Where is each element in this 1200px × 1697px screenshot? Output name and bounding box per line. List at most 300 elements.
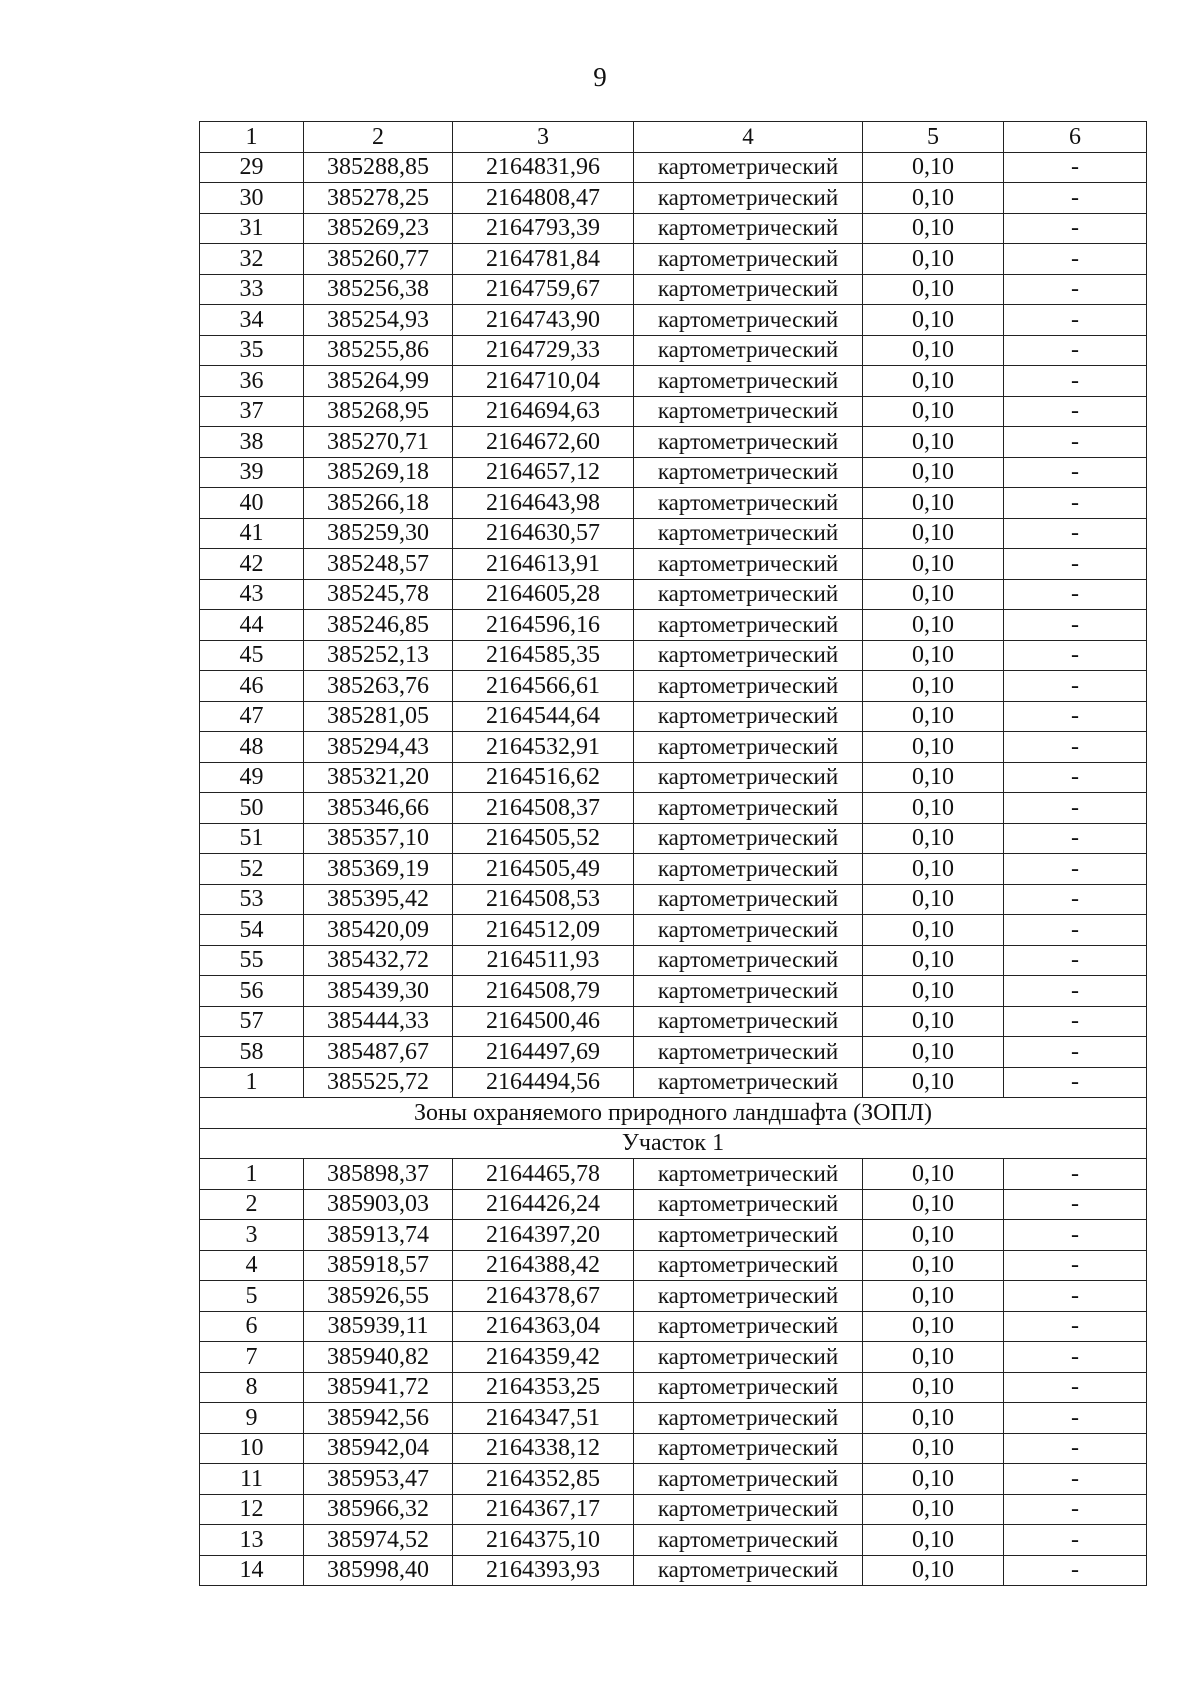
y-coordinate-cell: 2164512,09 [453, 915, 634, 946]
point-number-cell: 42 [200, 549, 304, 580]
accuracy-cell: 0,10 [863, 518, 1004, 549]
y-coordinate-cell: 2164793,39 [453, 213, 634, 244]
point-number-cell: 13 [200, 1525, 304, 1556]
point-number-cell: 44 [200, 610, 304, 641]
point-number-cell: 5 [200, 1281, 304, 1312]
y-coordinate-cell: 2164729,33 [453, 335, 634, 366]
y-coordinate-cell: 2164630,57 [453, 518, 634, 549]
note-cell: - [1004, 1311, 1147, 1342]
x-coordinate-cell: 385288,85 [304, 152, 453, 183]
y-coordinate-cell: 2164500,46 [453, 1006, 634, 1037]
point-number-cell: 12 [200, 1494, 304, 1525]
accuracy-cell: 0,10 [863, 1220, 1004, 1251]
note-cell: - [1004, 884, 1147, 915]
method-cell: картометрический [634, 1433, 863, 1464]
method-cell: картометрический [634, 518, 863, 549]
x-coordinate-cell: 385255,86 [304, 335, 453, 366]
x-coordinate-cell: 385269,18 [304, 457, 453, 488]
y-coordinate-cell: 2164494,56 [453, 1067, 634, 1098]
method-cell: картометрический [634, 427, 863, 458]
x-coordinate-cell: 385321,20 [304, 762, 453, 793]
note-cell: - [1004, 945, 1147, 976]
table-row [200, 1525, 1147, 1556]
method-cell: картометрический [634, 945, 863, 976]
y-coordinate-cell: 2164508,53 [453, 884, 634, 915]
x-coordinate-cell: 385263,76 [304, 671, 453, 702]
note-cell: - [1004, 305, 1147, 336]
column-header-1: 1 [200, 122, 304, 153]
y-coordinate-cell: 2164426,24 [453, 1189, 634, 1220]
accuracy-cell: 0,10 [863, 1494, 1004, 1525]
method-cell: картометрический [634, 610, 863, 641]
point-number-cell: 31 [200, 213, 304, 244]
table-row [200, 1494, 1147, 1525]
y-coordinate-cell: 2164347,51 [453, 1403, 634, 1434]
accuracy-cell: 0,10 [863, 945, 1004, 976]
accuracy-cell: 0,10 [863, 152, 1004, 183]
table-row [200, 183, 1147, 214]
note-cell: - [1004, 1281, 1147, 1312]
note-cell: - [1004, 1159, 1147, 1190]
table-row [200, 671, 1147, 702]
y-coordinate-cell: 2164759,67 [453, 274, 634, 305]
subsection-title-row [200, 1128, 1147, 1159]
x-coordinate-cell: 385941,72 [304, 1372, 453, 1403]
point-number-cell: 55 [200, 945, 304, 976]
accuracy-cell: 0,10 [863, 549, 1004, 580]
point-number-cell: 35 [200, 335, 304, 366]
table-row [200, 640, 1147, 671]
x-coordinate-cell: 385369,19 [304, 854, 453, 885]
note-cell: - [1004, 640, 1147, 671]
table-row [200, 1372, 1147, 1403]
x-coordinate-cell: 385266,18 [304, 488, 453, 519]
accuracy-cell: 0,10 [863, 1403, 1004, 1434]
x-coordinate-cell: 385444,33 [304, 1006, 453, 1037]
method-cell: картометрический [634, 1189, 863, 1220]
table-row [200, 1311, 1147, 1342]
y-coordinate-cell: 2164388,42 [453, 1250, 634, 1281]
table-row [200, 366, 1147, 397]
table-row [200, 1220, 1147, 1251]
section-title-row [200, 1098, 1147, 1129]
x-coordinate-cell: 385903,03 [304, 1189, 453, 1220]
x-coordinate-cell: 385281,05 [304, 701, 453, 732]
point-number-cell: 9 [200, 1403, 304, 1434]
note-cell: - [1004, 701, 1147, 732]
point-number-cell: 1 [200, 1067, 304, 1098]
accuracy-cell: 0,10 [863, 1372, 1004, 1403]
method-cell: картометрический [634, 762, 863, 793]
method-cell: картометрический [634, 1311, 863, 1342]
note-cell: - [1004, 1006, 1147, 1037]
note-cell: - [1004, 274, 1147, 305]
y-coordinate-cell: 2164516,62 [453, 762, 634, 793]
method-cell: картометрический [634, 1037, 863, 1068]
method-cell: картометрический [634, 1525, 863, 1556]
table-row [200, 152, 1147, 183]
point-number-cell: 56 [200, 976, 304, 1007]
table-row [200, 1067, 1147, 1098]
x-coordinate-cell: 385918,57 [304, 1250, 453, 1281]
x-coordinate-cell: 385974,52 [304, 1525, 453, 1556]
note-cell: - [1004, 1342, 1147, 1373]
accuracy-cell: 0,10 [863, 579, 1004, 610]
table-row [200, 823, 1147, 854]
column-header-4: 4 [634, 122, 863, 153]
table-row [200, 1403, 1147, 1434]
method-cell: картометрический [634, 396, 863, 427]
y-coordinate-cell: 2164532,91 [453, 732, 634, 763]
note-cell: - [1004, 579, 1147, 610]
accuracy-cell: 0,10 [863, 1037, 1004, 1068]
method-cell: картометрический [634, 1067, 863, 1098]
note-cell: - [1004, 488, 1147, 519]
point-number-cell: 33 [200, 274, 304, 305]
method-cell: картометрический [634, 1555, 863, 1586]
x-coordinate-cell: 385940,82 [304, 1342, 453, 1373]
note-cell: - [1004, 915, 1147, 946]
accuracy-cell: 0,10 [863, 366, 1004, 397]
method-cell: картометрический [634, 976, 863, 1007]
y-coordinate-cell: 2164672,60 [453, 427, 634, 458]
y-coordinate-cell: 2164505,49 [453, 854, 634, 885]
point-number-cell: 51 [200, 823, 304, 854]
accuracy-cell: 0,10 [863, 823, 1004, 854]
x-coordinate-cell: 385942,56 [304, 1403, 453, 1434]
note-cell: - [1004, 1189, 1147, 1220]
table-row [200, 1281, 1147, 1312]
point-number-cell: 53 [200, 884, 304, 915]
x-coordinate-cell: 385278,25 [304, 183, 453, 214]
x-coordinate-cell: 385248,57 [304, 549, 453, 580]
y-coordinate-cell: 2164363,04 [453, 1311, 634, 1342]
table-row [200, 488, 1147, 519]
method-cell: картометрический [634, 1403, 863, 1434]
point-number-cell: 54 [200, 915, 304, 946]
point-number-cell: 49 [200, 762, 304, 793]
point-number-cell: 32 [200, 244, 304, 275]
method-cell: картометрический [634, 274, 863, 305]
table-row [200, 1006, 1147, 1037]
note-cell: - [1004, 1403, 1147, 1434]
table-row [200, 1189, 1147, 1220]
point-number-cell: 40 [200, 488, 304, 519]
y-coordinate-cell: 2164508,37 [453, 793, 634, 824]
point-number-cell: 7 [200, 1342, 304, 1373]
point-number-cell: 11 [200, 1464, 304, 1495]
method-cell: картометрический [634, 488, 863, 519]
note-cell: - [1004, 244, 1147, 275]
accuracy-cell: 0,10 [863, 427, 1004, 458]
table-row [200, 579, 1147, 610]
method-cell: картометрический [634, 1159, 863, 1190]
y-coordinate-cell: 2164831,96 [453, 152, 634, 183]
method-cell: картометрический [634, 823, 863, 854]
point-number-cell: 1 [200, 1159, 304, 1190]
y-coordinate-cell: 2164657,12 [453, 457, 634, 488]
x-coordinate-cell: 385357,10 [304, 823, 453, 854]
x-coordinate-cell: 385260,77 [304, 244, 453, 275]
table-row [200, 305, 1147, 336]
method-cell: картометрический [634, 701, 863, 732]
note-cell: - [1004, 610, 1147, 641]
point-number-cell: 45 [200, 640, 304, 671]
method-cell: картометрический [634, 1220, 863, 1251]
y-coordinate-cell: 2164613,91 [453, 549, 634, 580]
accuracy-cell: 0,10 [863, 610, 1004, 641]
accuracy-cell: 0,10 [863, 1311, 1004, 1342]
y-coordinate-cell: 2164511,93 [453, 945, 634, 976]
accuracy-cell: 0,10 [863, 976, 1004, 1007]
point-number-cell: 6 [200, 1311, 304, 1342]
x-coordinate-cell: 385439,30 [304, 976, 453, 1007]
point-number-cell: 48 [200, 732, 304, 763]
method-cell: картометрический [634, 793, 863, 824]
note-cell: - [1004, 1555, 1147, 1586]
point-number-cell: 10 [200, 1433, 304, 1464]
x-coordinate-cell: 385269,23 [304, 213, 453, 244]
accuracy-cell: 0,10 [863, 183, 1004, 214]
table-row [200, 427, 1147, 458]
column-header-2: 2 [304, 122, 453, 153]
table-row [200, 1555, 1147, 1586]
x-coordinate-cell: 385525,72 [304, 1067, 453, 1098]
table-row [200, 518, 1147, 549]
accuracy-cell: 0,10 [863, 854, 1004, 885]
accuracy-cell: 0,10 [863, 1067, 1004, 1098]
table-row [200, 884, 1147, 915]
note-cell: - [1004, 1250, 1147, 1281]
method-cell: картометрический [634, 915, 863, 946]
y-coordinate-cell: 2164643,98 [453, 488, 634, 519]
accuracy-cell: 0,10 [863, 1464, 1004, 1495]
coordinates-table [199, 121, 1147, 1586]
accuracy-cell: 0,10 [863, 701, 1004, 732]
y-coordinate-cell: 2164367,17 [453, 1494, 634, 1525]
note-cell: - [1004, 1494, 1147, 1525]
table-row [200, 1464, 1147, 1495]
table-row [200, 244, 1147, 275]
x-coordinate-cell: 385294,43 [304, 732, 453, 763]
accuracy-cell: 0,10 [863, 884, 1004, 915]
method-cell: картометрический [634, 183, 863, 214]
accuracy-cell: 0,10 [863, 1433, 1004, 1464]
table-row [200, 854, 1147, 885]
y-coordinate-cell: 2164378,67 [453, 1281, 634, 1312]
x-coordinate-cell: 385953,47 [304, 1464, 453, 1495]
column-header-6: 6 [1004, 122, 1147, 153]
column-header-3: 3 [453, 122, 634, 153]
note-cell: - [1004, 213, 1147, 244]
accuracy-cell: 0,10 [863, 1281, 1004, 1312]
x-coordinate-cell: 385998,40 [304, 1555, 453, 1586]
accuracy-cell: 0,10 [863, 732, 1004, 763]
method-cell: картометрический [634, 1250, 863, 1281]
accuracy-cell: 0,10 [863, 1159, 1004, 1190]
note-cell: - [1004, 518, 1147, 549]
x-coordinate-cell: 385939,11 [304, 1311, 453, 1342]
note-cell: - [1004, 1220, 1147, 1251]
accuracy-cell: 0,10 [863, 488, 1004, 519]
table-row [200, 610, 1147, 641]
x-coordinate-cell: 385246,85 [304, 610, 453, 641]
y-coordinate-cell: 2164585,35 [453, 640, 634, 671]
accuracy-cell: 0,10 [863, 1525, 1004, 1556]
method-cell: картометрический [634, 213, 863, 244]
x-coordinate-cell: 385259,30 [304, 518, 453, 549]
note-cell: - [1004, 427, 1147, 458]
page-number: 9 [593, 62, 607, 92]
y-coordinate-cell: 2164508,79 [453, 976, 634, 1007]
x-coordinate-cell: 385245,78 [304, 579, 453, 610]
method-cell: картометрический [634, 244, 863, 275]
table-body [200, 122, 1147, 1586]
x-coordinate-cell: 385432,72 [304, 945, 453, 976]
table-row [200, 1250, 1147, 1281]
x-coordinate-cell: 385487,67 [304, 1037, 453, 1068]
method-cell: картометрический [634, 1494, 863, 1525]
note-cell: - [1004, 1067, 1147, 1098]
y-coordinate-cell: 2164808,47 [453, 183, 634, 214]
point-number-cell: 2 [200, 1189, 304, 1220]
y-coordinate-cell: 2164566,61 [453, 671, 634, 702]
table-row [200, 762, 1147, 793]
note-cell: - [1004, 183, 1147, 214]
point-number-cell: 3 [200, 1220, 304, 1251]
y-coordinate-cell: 2164781,84 [453, 244, 634, 275]
note-cell: - [1004, 1037, 1147, 1068]
method-cell: картометрический [634, 366, 863, 397]
x-coordinate-cell: 385942,04 [304, 1433, 453, 1464]
method-cell: картометрический [634, 457, 863, 488]
y-coordinate-cell: 2164353,25 [453, 1372, 634, 1403]
method-cell: картометрический [634, 1464, 863, 1495]
point-number-cell: 30 [200, 183, 304, 214]
accuracy-cell: 0,10 [863, 1342, 1004, 1373]
method-cell: картометрический [634, 1006, 863, 1037]
method-cell: картометрический [634, 884, 863, 915]
table-row [200, 793, 1147, 824]
method-cell: картометрический [634, 579, 863, 610]
point-number-cell: 52 [200, 854, 304, 885]
method-cell: картометрический [634, 152, 863, 183]
note-cell: - [1004, 549, 1147, 580]
method-cell: картометрический [634, 1372, 863, 1403]
point-number-cell: 14 [200, 1555, 304, 1586]
point-number-cell: 41 [200, 518, 304, 549]
note-cell: - [1004, 1464, 1147, 1495]
table-row [200, 945, 1147, 976]
accuracy-cell: 0,10 [863, 915, 1004, 946]
x-coordinate-cell: 385268,95 [304, 396, 453, 427]
point-number-cell: 47 [200, 701, 304, 732]
table-row [200, 274, 1147, 305]
table-row [200, 457, 1147, 488]
accuracy-cell: 0,10 [863, 671, 1004, 702]
method-cell: картометрический [634, 335, 863, 366]
point-number-cell: 4 [200, 1250, 304, 1281]
y-coordinate-cell: 2164375,10 [453, 1525, 634, 1556]
method-cell: картометрический [634, 1342, 863, 1373]
table-row [200, 1037, 1147, 1068]
note-cell: - [1004, 396, 1147, 427]
table-row [200, 549, 1147, 580]
note-cell: - [1004, 1525, 1147, 1556]
point-number-cell: 50 [200, 793, 304, 824]
method-cell: картометрический [634, 732, 863, 763]
y-coordinate-cell: 2164743,90 [453, 305, 634, 336]
note-cell: - [1004, 823, 1147, 854]
y-coordinate-cell: 2164397,20 [453, 1220, 634, 1251]
note-cell: - [1004, 152, 1147, 183]
accuracy-cell: 0,10 [863, 640, 1004, 671]
y-coordinate-cell: 2164497,69 [453, 1037, 634, 1068]
table-row [200, 1159, 1147, 1190]
note-cell: - [1004, 335, 1147, 366]
point-number-cell: 43 [200, 579, 304, 610]
x-coordinate-cell: 385395,42 [304, 884, 453, 915]
accuracy-cell: 0,10 [863, 274, 1004, 305]
point-number-cell: 46 [200, 671, 304, 702]
accuracy-cell: 0,10 [863, 396, 1004, 427]
section-title: Зоны охраняемого природного ландшафта (ЗОПЛ) [200, 1098, 1147, 1129]
y-coordinate-cell: 2164505,52 [453, 823, 634, 854]
point-number-cell: 39 [200, 457, 304, 488]
table-row [200, 1342, 1147, 1373]
table-row [200, 1433, 1147, 1464]
x-coordinate-cell: 385264,99 [304, 366, 453, 397]
accuracy-cell: 0,10 [863, 1555, 1004, 1586]
table-row [200, 915, 1147, 946]
y-coordinate-cell: 2164694,63 [453, 396, 634, 427]
method-cell: картометрический [634, 305, 863, 336]
method-cell: картометрический [634, 671, 863, 702]
y-coordinate-cell: 2164352,85 [453, 1464, 634, 1495]
accuracy-cell: 0,10 [863, 335, 1004, 366]
point-number-cell: 37 [200, 396, 304, 427]
y-coordinate-cell: 2164338,12 [453, 1433, 634, 1464]
x-coordinate-cell: 385270,71 [304, 427, 453, 458]
y-coordinate-cell: 2164596,16 [453, 610, 634, 641]
table-row [200, 396, 1147, 427]
subsection-title: Участок 1 [200, 1128, 1147, 1159]
accuracy-cell: 0,10 [863, 244, 1004, 275]
note-cell: - [1004, 854, 1147, 885]
note-cell: - [1004, 671, 1147, 702]
x-coordinate-cell: 385898,37 [304, 1159, 453, 1190]
x-coordinate-cell: 385346,66 [304, 793, 453, 824]
accuracy-cell: 0,10 [863, 305, 1004, 336]
y-coordinate-cell: 2164544,64 [453, 701, 634, 732]
x-coordinate-cell: 385254,93 [304, 305, 453, 336]
y-coordinate-cell: 2164359,42 [453, 1342, 634, 1373]
note-cell: - [1004, 976, 1147, 1007]
x-coordinate-cell: 385913,74 [304, 1220, 453, 1251]
table-row [200, 732, 1147, 763]
point-number-cell: 38 [200, 427, 304, 458]
y-coordinate-cell: 2164393,93 [453, 1555, 634, 1586]
note-cell: - [1004, 762, 1147, 793]
note-cell: - [1004, 793, 1147, 824]
method-cell: картометрический [634, 549, 863, 580]
accuracy-cell: 0,10 [863, 213, 1004, 244]
y-coordinate-cell: 2164710,04 [453, 366, 634, 397]
note-cell: - [1004, 1433, 1147, 1464]
note-cell: - [1004, 457, 1147, 488]
accuracy-cell: 0,10 [863, 1189, 1004, 1220]
x-coordinate-cell: 385252,13 [304, 640, 453, 671]
